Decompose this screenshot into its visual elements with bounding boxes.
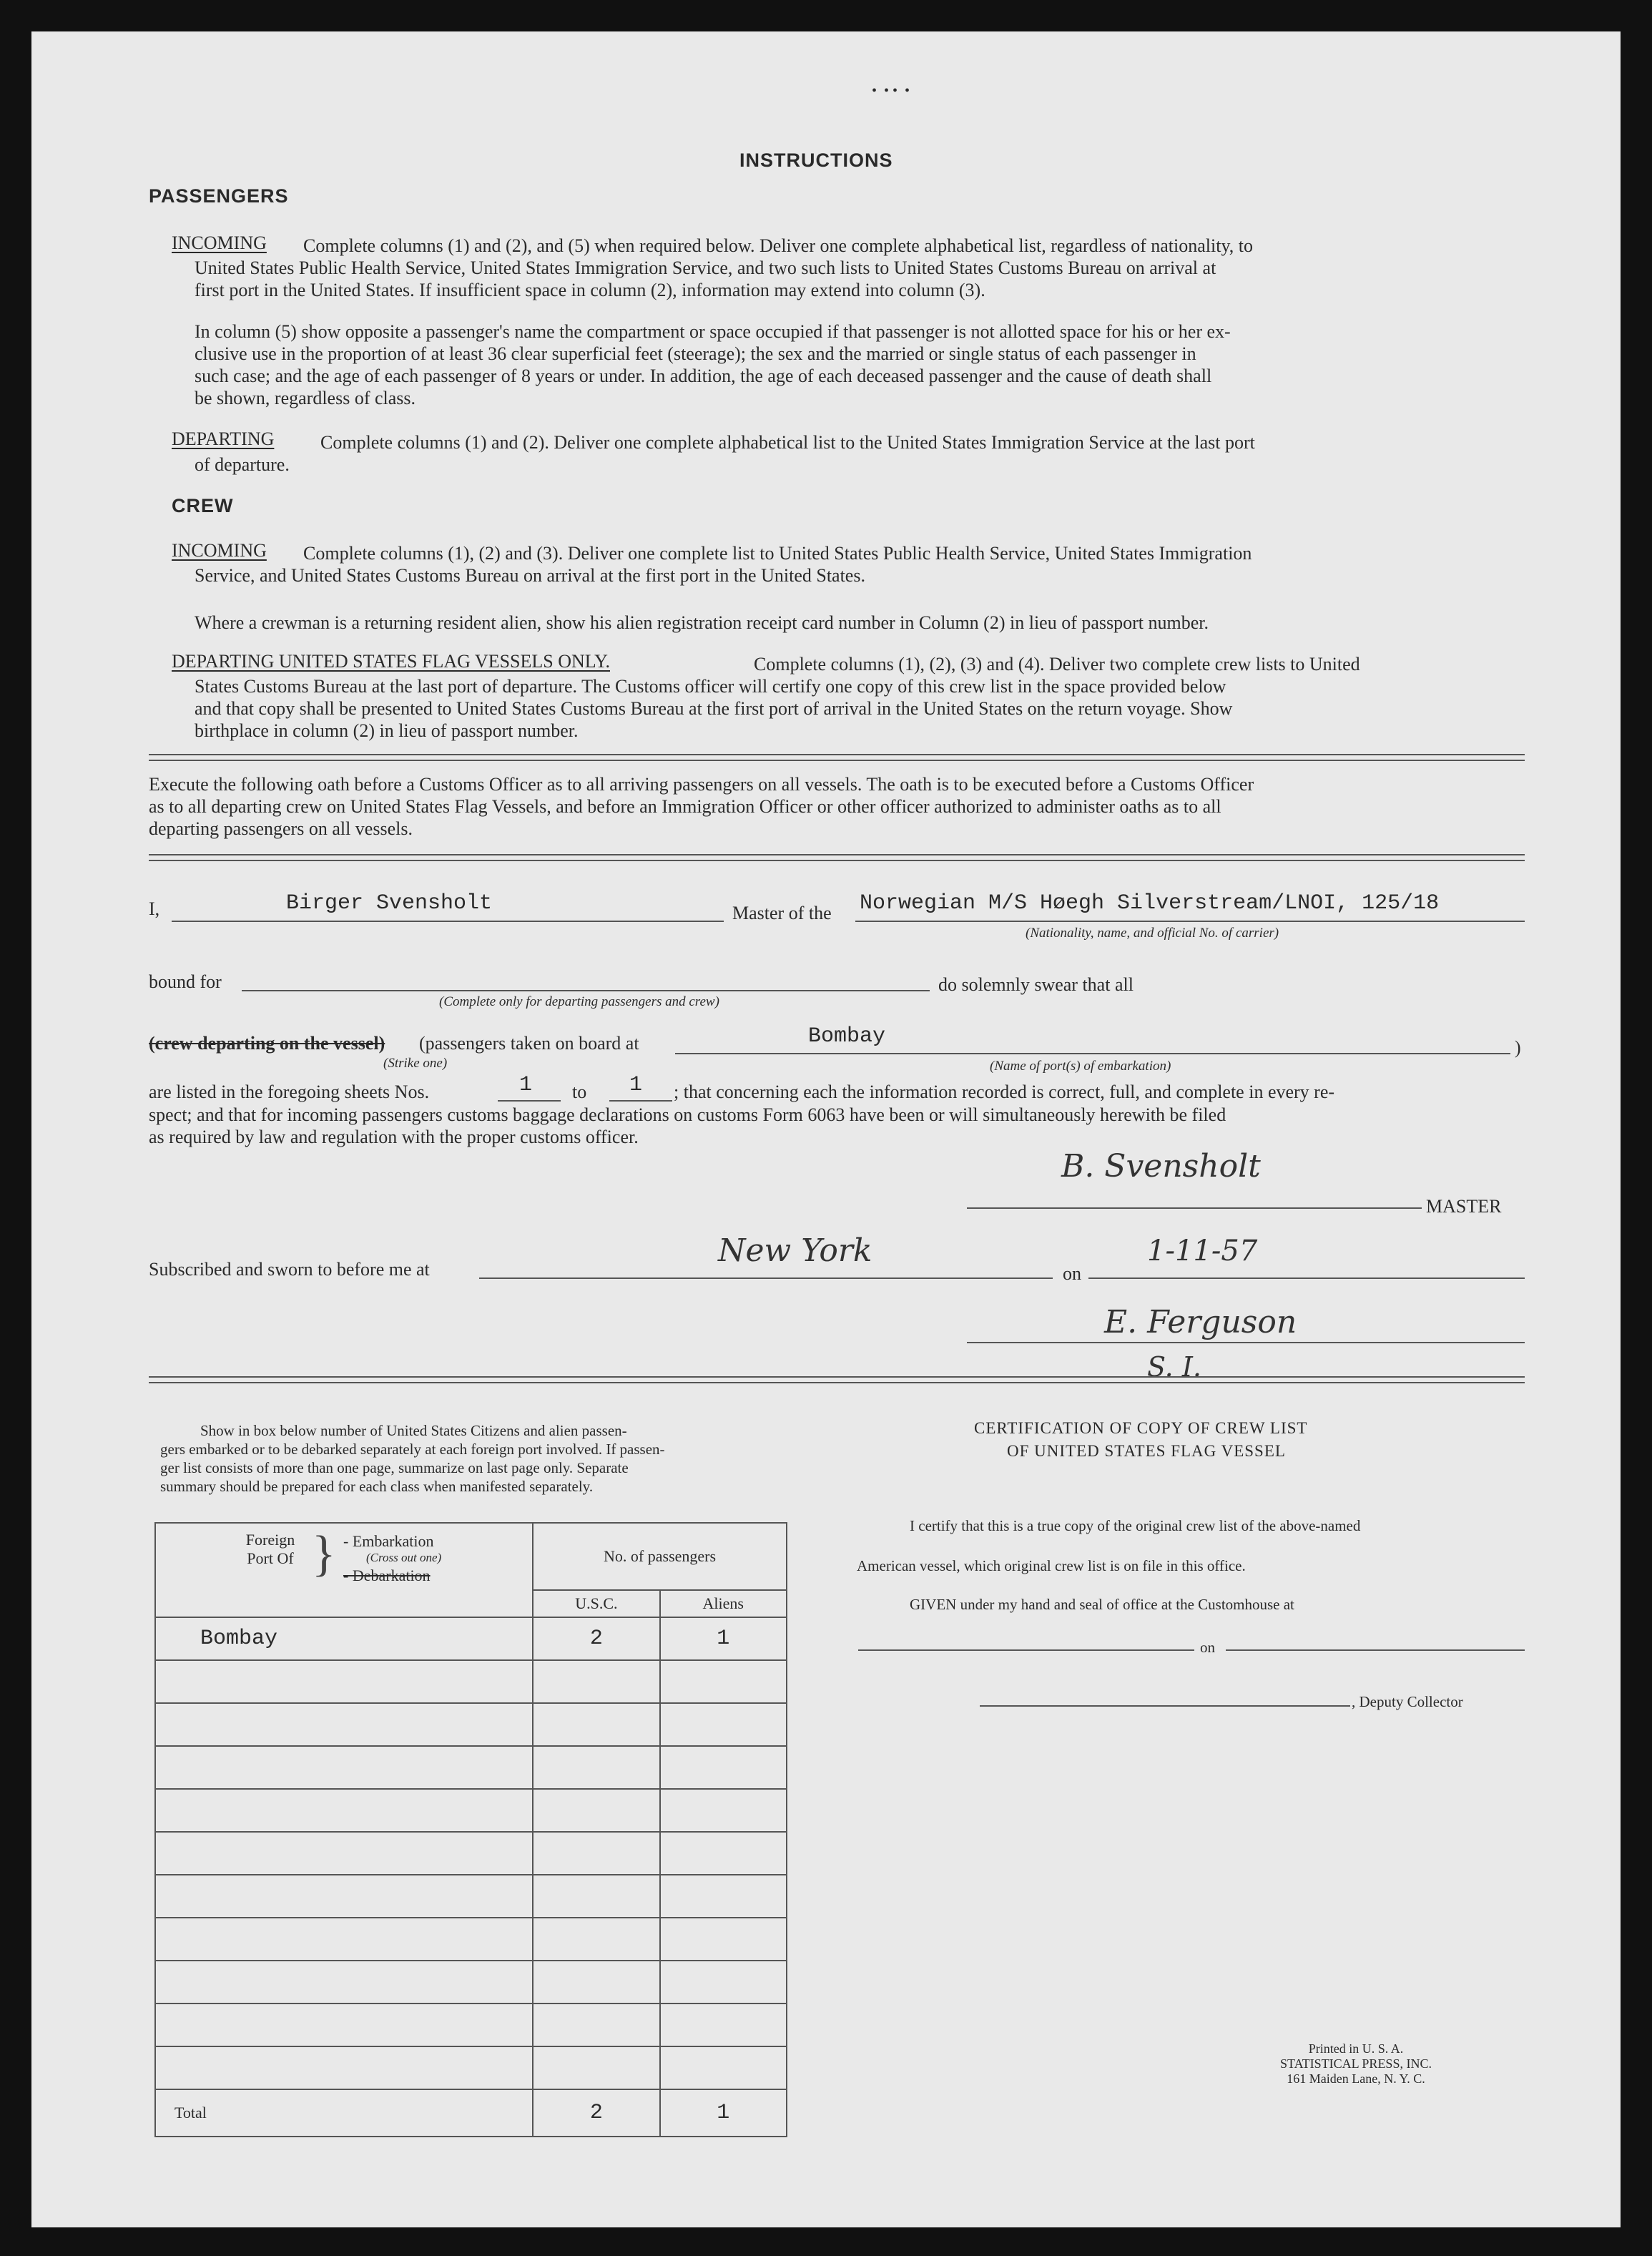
summary-instructions: gers embarked or to be debarked separately at each foreign port involved. If passen-: [160, 1441, 665, 1458]
listed-text: are listed in the foregoing sheets Nos.: [149, 1082, 430, 1102]
column5-text: clusive use in the proportion of at least 36 clear superficial feet (steerage); the sex and the married or single status of each passenger in: [195, 343, 1196, 364]
total-aliens-cell[interactable]: 1: [660, 2089, 787, 2137]
usc-cell[interactable]: [533, 1832, 659, 1875]
officer-signature: E. Ferguson: [1104, 1304, 1297, 1340]
vessel-caption: (Nationality, name, and official No. of carrier): [1026, 926, 1279, 941]
passengers-incoming-label: INCOMING: [172, 232, 267, 253]
strike-crew-text: (crew departing on the vessel): [149, 1033, 385, 1054]
total-usc-cell[interactable]: 2: [533, 2089, 659, 2137]
usc-cell[interactable]: [533, 1703, 659, 1746]
usc-cell[interactable]: [533, 1660, 659, 1703]
concerning-text: ; that concerning each the information recorded is correct, full, and complete in every re-: [674, 1082, 1335, 1102]
given-text: GIVEN under my hand and seal of office at the Customhouse at: [910, 1596, 1294, 1613]
table-row: [155, 1746, 787, 1789]
table-row: [155, 2046, 787, 2089]
master-signature: B. Svensholt: [1061, 1148, 1261, 1185]
no-passengers-header: No. of passengers: [533, 1523, 787, 1590]
sworn-date: 1-11-57: [1147, 1235, 1258, 1267]
deputy-collector-label: , Deputy Collector: [1352, 1693, 1463, 1710]
usc-header: U.S.C.: [533, 1590, 659, 1617]
port-cell[interactable]: [155, 1660, 533, 1703]
certification-title: OF UNITED STATES FLAG VESSEL: [1007, 1442, 1286, 1460]
crew-departing-text: States Customs Bureau at the last port of departure. The Customs officer will certify one copy of this crew list in the space provided below: [195, 676, 1226, 697]
sheet-to-field[interactable]: 1: [629, 1073, 643, 1097]
aliens-cell[interactable]: [660, 1703, 787, 1746]
port-caption: (Name of port(s) of embarkation): [990, 1059, 1171, 1074]
aliens-cell[interactable]: [660, 1918, 787, 1961]
port-cell[interactable]: [155, 1961, 533, 2004]
bound-for-field[interactable]: [242, 990, 930, 991]
port-cell[interactable]: Bombay: [155, 1617, 533, 1660]
printer-line: STATISTICAL PRESS, INC.: [1280, 2056, 1432, 2071]
close-paren: ): [1515, 1037, 1521, 1058]
oath-text: as required by law and regulation with the proper customs officer.: [149, 1127, 639, 1147]
usc-cell[interactable]: [533, 2004, 659, 2046]
divider: [149, 754, 1525, 761]
divider: [149, 854, 1525, 861]
customhouse-field[interactable]: [858, 1649, 1194, 1651]
on-label: on: [1063, 1263, 1081, 1284]
port-cell[interactable]: [155, 2046, 533, 2089]
aliens-cell[interactable]: [660, 1660, 787, 1703]
total-label: Total: [155, 2089, 533, 2137]
brace-glyph: }: [312, 1526, 336, 1581]
aliens-cell[interactable]: [660, 1746, 787, 1789]
sheet-from-field[interactable]: 1: [519, 1073, 533, 1097]
table-row: [155, 1789, 787, 1832]
passenger-summary-table: [154, 1522, 787, 2137]
aliens-cell[interactable]: [660, 2046, 787, 2089]
vessel-field[interactable]: Norwegian M/S Høegh Silverstream/LNOI, 125/18: [860, 891, 1440, 916]
embarkation-port-field[interactable]: Bombay: [808, 1024, 886, 1049]
table-row: [155, 1660, 787, 1703]
certification-title: CERTIFICATION OF COPY OF CREW LIST: [974, 1419, 1308, 1437]
summary-instructions: ger list consists of more than one page, summarize on last page only. Separate: [160, 1459, 629, 1476]
debarkation-option: - Debarkation: [343, 1566, 431, 1584]
table-row: [155, 1918, 787, 1961]
port-cell[interactable]: [155, 1918, 533, 1961]
aliens-cell[interactable]: [660, 2004, 787, 2046]
strike-caption: (Strike one): [383, 1056, 448, 1071]
usc-cell[interactable]: [533, 1961, 659, 2004]
table-row: [155, 1961, 787, 2004]
passengers-taken-text: (passengers taken on board at: [419, 1033, 639, 1054]
oath-intro: departing passengers on all vessels.: [149, 818, 413, 839]
foreign-port-header: Foreign Port Of: [245, 1531, 295, 1567]
crew-departing-text: Complete columns (1), (2), (3) and (4). Deliver two complete crew lists to United: [754, 654, 1360, 675]
usc-cell[interactable]: [533, 1789, 659, 1832]
crew-departing-text: and that copy shall be presented to United States Customs Bureau at the first port of arrival in the United States on the return voyage. Show: [195, 698, 1233, 719]
crew-departing-label: DEPARTING UNITED STATES FLAG VESSELS ONLY.: [172, 651, 610, 672]
passengers-departing-text: Complete columns (1) and (2). Deliver one complete alphabetical list to the United States Immigration Service at the last port: [320, 432, 1255, 453]
deputy-collector-field[interactable]: [980, 1705, 1350, 1707]
passengers-departing-text: of departure.: [195, 454, 290, 475]
port-cell[interactable]: [155, 1875, 533, 1918]
master-of-label: Master of the: [732, 903, 832, 923]
crew-incoming-text: Complete columns (1), (2) and (3). Deliver one complete list to United States Public Health Service, United States Immigration: [303, 543, 1252, 564]
to-label: to: [572, 1082, 587, 1102]
officer-title: S. I.: [1147, 1351, 1201, 1383]
passengers-incoming-text: United States Public Health Service, United States Immigration Service, and two such lists to United States Customs Bureau on arrival at: [195, 258, 1216, 278]
usc-cell[interactable]: 2: [533, 1617, 659, 1660]
usc-cell[interactable]: [533, 1746, 659, 1789]
port-cell[interactable]: [155, 1832, 533, 1875]
column5-text: be shown, regardless of class.: [195, 388, 416, 408]
crew-incoming-text: Service, and United States Customs Bureau on arrival at the first port in the United States.: [195, 565, 865, 586]
table-row: [155, 1703, 787, 1746]
column5-text: such case; and the age of each passenger of 8 years or under. In addition, the age of each deceased passenger and the cause of death shall: [195, 366, 1212, 386]
table-row: [155, 1617, 787, 1660]
port-cell[interactable]: [155, 2004, 533, 2046]
swear-text: do solemnly swear that all: [938, 974, 1134, 995]
port-cell[interactable]: [155, 1789, 533, 1832]
crew-heading: CREW: [172, 495, 234, 516]
sworn-place-signature: New York: [718, 1232, 872, 1269]
table-row: [155, 1875, 787, 1918]
column5-text: In column (5) show opposite a passenger's name the compartment or space occupied if that passenger is not allotted space for his or her ex-: [195, 321, 1231, 342]
summary-instructions: Show in box below number of United States Citizens and alien passen-: [200, 1422, 627, 1439]
bound-for-caption: (Complete only for departing passengers and crew): [439, 994, 719, 1009]
page-marks: • • • •: [872, 83, 910, 99]
document-sheet: [31, 31, 1621, 2227]
oath-intro: as to all departing crew on United States Flag Vessels, and before an Immigration Officer or other officer authorized to administer oaths as to all: [149, 796, 1221, 817]
usc-cell[interactable]: [533, 1875, 659, 1918]
embarkation-option: - Embarkation: [343, 1532, 434, 1550]
table-row: [155, 2004, 787, 2046]
page-title: INSTRUCTIONS: [739, 149, 893, 171]
aliens-header: Aliens: [660, 1590, 787, 1617]
oath-text: spect; and that for incoming passengers customs baggage declarations on customs Form 6063 have been or will simultaneously herewith be filed: [149, 1104, 1226, 1125]
usc-cell[interactable]: [533, 2046, 659, 2089]
crew-resident-text: Where a crewman is a returning resident alien, show his alien registration receipt card number in Column (2) in lieu of passport number.: [195, 612, 1209, 633]
table-row: [155, 1832, 787, 1875]
printer-info: [1249, 2041, 1463, 2086]
i-label: I,: [149, 898, 160, 919]
certification-date-field[interactable]: [1226, 1649, 1525, 1651]
aliens-cell[interactable]: [660, 1875, 787, 1918]
aliens-cell[interactable]: [660, 1961, 787, 2004]
total-row: [155, 2089, 787, 2137]
summary-instructions: summary should be prepared for each class when manifested separately.: [160, 1478, 594, 1495]
oath-intro: Execute the following oath before a Customs Officer as to all arriving passengers on all vessels. The oath is to be executed before a Customs Officer: [149, 774, 1254, 795]
certify-text: I certify that this is a true copy of the original crew list of the above-named: [910, 1517, 1361, 1534]
passengers-incoming-text: first port in the United States. If insufficient space in column (2), information may extend into column (3).: [195, 280, 985, 300]
usc-cell[interactable]: [533, 1918, 659, 1961]
passengers-incoming-text: Complete columns (1) and (2), and (5) when required below. Deliver one complete alphabetical list, regardless of nationality, to: [303, 235, 1253, 256]
certify-text: American vessel, which original crew list is on file in this office.: [857, 1557, 1246, 1574]
aliens-cell[interactable]: [660, 1832, 787, 1875]
printer-line: Printed in U. S. A.: [1308, 2041, 1404, 2056]
port-cell[interactable]: [155, 1703, 533, 1746]
aliens-cell[interactable]: 1: [660, 1617, 787, 1660]
subscribed-label: Subscribed and sworn to before me at: [149, 1259, 430, 1280]
bound-for-label: bound for: [149, 971, 222, 992]
crew-departing-text: birthplace in column (2) in lieu of passport number.: [195, 720, 579, 741]
aliens-cell[interactable]: [660, 1789, 787, 1832]
master-name-field[interactable]: Birger Svensholt: [286, 891, 493, 916]
port-cell[interactable]: [155, 1746, 533, 1789]
cross-out-caption: (Cross out one): [366, 1551, 442, 1564]
printer-line: 161 Maiden Lane, N. Y. C.: [1287, 2071, 1425, 2086]
on-label: on: [1200, 1639, 1215, 1656]
port-header-cell: [155, 1523, 533, 1617]
master-label: MASTER: [1426, 1196, 1502, 1217]
crew-incoming-label: INCOMING: [172, 540, 267, 561]
passengers-departing-label: DEPARTING: [172, 428, 275, 449]
divider: [149, 1376, 1525, 1383]
passengers-heading: PASSENGERS: [149, 185, 289, 207]
